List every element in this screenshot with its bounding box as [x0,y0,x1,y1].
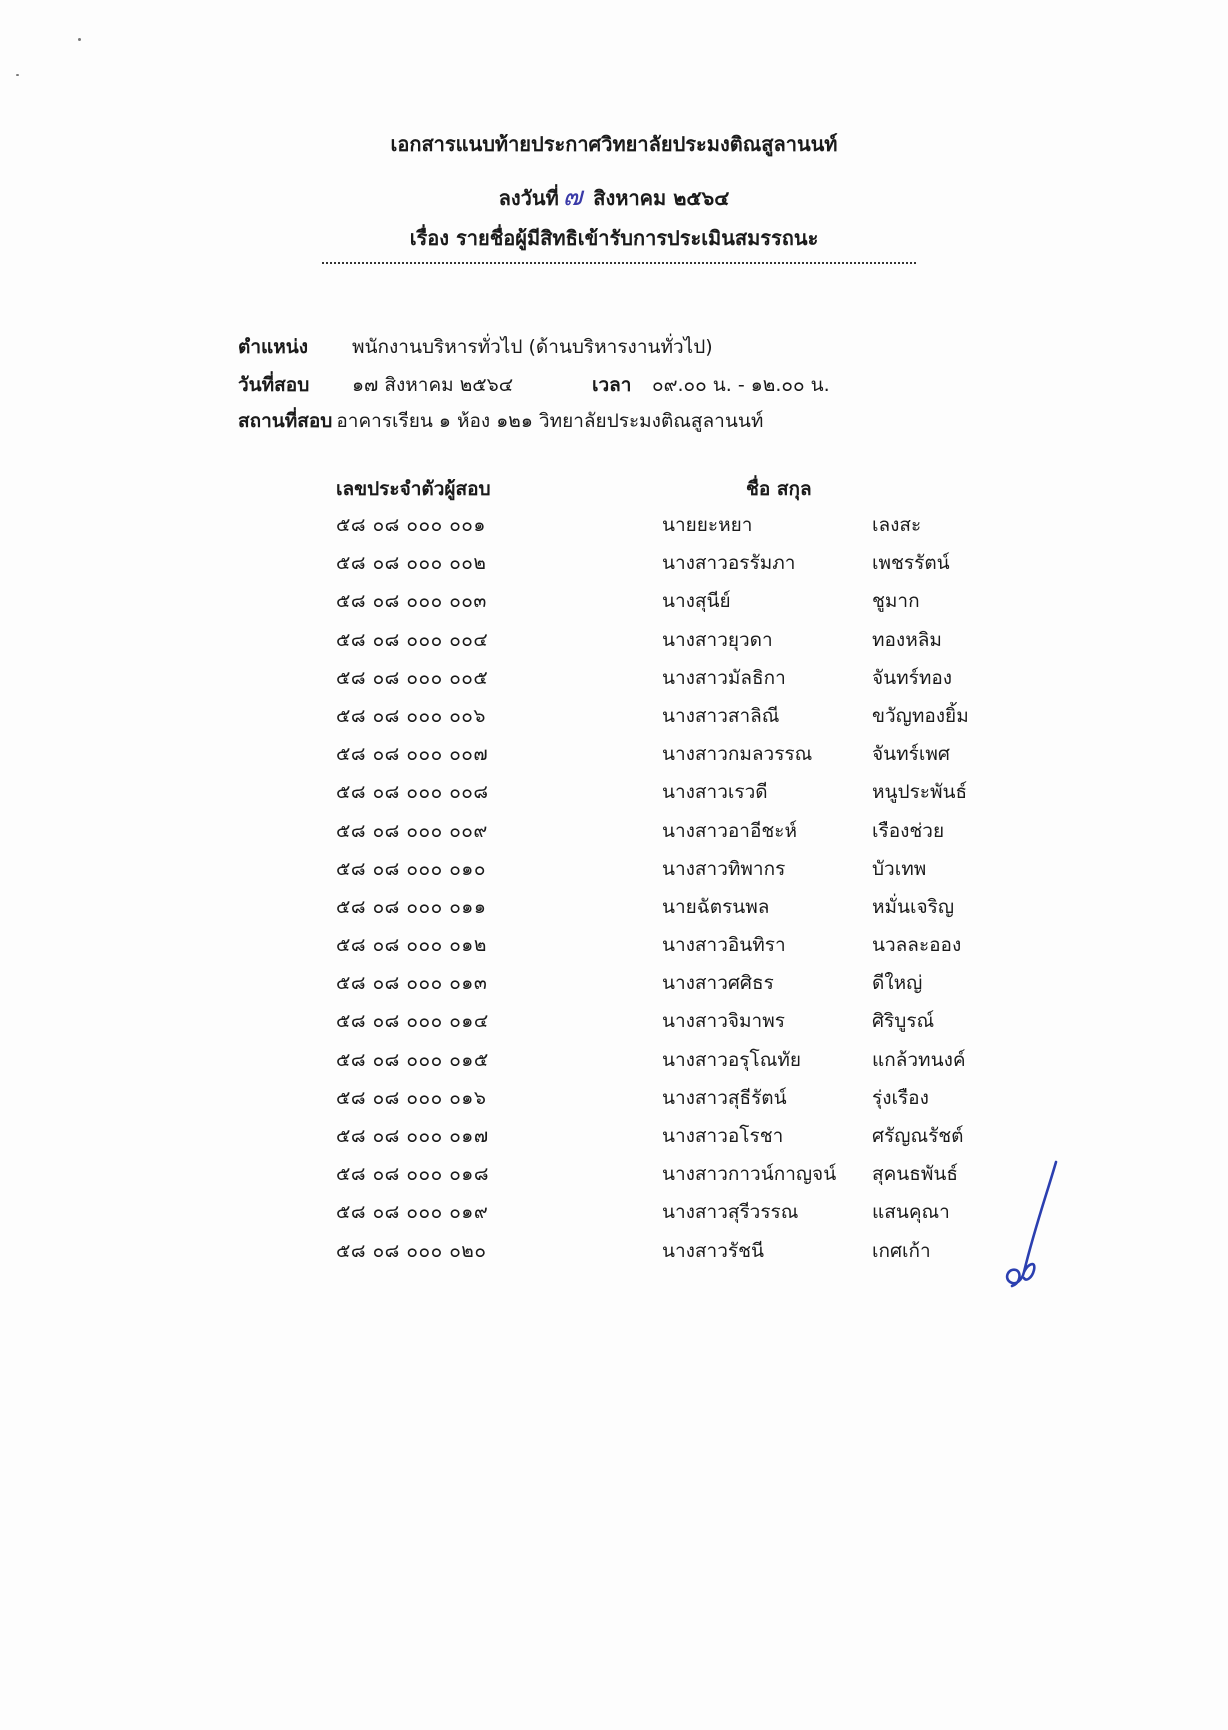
candidate-last-name: ขวัญทองยิ้ม [872,704,969,727]
table-row [0,663,1228,701]
date-rest: สิงหาคม ๒๕๖๔ [593,186,730,210]
candidate-id: ๕๘ ๐๘ ๐๐๐ ๐๑๗ [336,1125,489,1147]
candidate-first-name: นางสาวสุรีวรรณ [662,1201,799,1224]
table-row [0,930,1228,968]
table-row [0,739,1228,777]
candidate-id: ๕๘ ๐๘ ๐๐๐ ๐๐๗ [336,743,489,766]
table-row [0,1045,1228,1083]
candidate-first-name: นางสาวมัลธิกา [662,666,786,689]
date-prefix: ลงวันที่ [498,186,559,210]
signature-icon [990,1160,1060,1290]
candidate-first-name: นางสาวรัชนี [662,1239,764,1262]
candidate-last-name: ชูมาก [872,590,920,613]
candidate-last-name: เรืองช่วย [872,819,945,842]
candidate-id: ๕๘ ๐๘ ๐๐๐ ๐๑๙ [336,1201,489,1224]
candidate-id: ๕๘ ๐๘ ๐๐๐ ๐๐๒ [336,552,487,575]
candidate-id: ๕๘ ๐๘ ๐๐๐ ๐๑๓ [336,972,488,995]
candidate-first-name: นางสาวอินทิรา [662,934,786,957]
column-header-id: เลขประจำตัวผู้สอบ [336,478,491,500]
table-row [0,625,1228,663]
candidate-id: ๕๘ ๐๘ ๐๐๐ ๐๐๘ [336,781,489,804]
scan-speck [78,38,81,41]
candidate-id: ๕๘ ๐๘ ๐๐๐ ๐๑๕ [336,1048,489,1071]
candidate-id: ๕๘ ๐๘ ๐๐๐ ๐๐๖ [336,704,486,727]
candidate-first-name: นางสาวสุธีรัตน์ [662,1086,787,1109]
table-row [0,548,1228,586]
candidate-id: ๕๘ ๐๘ ๐๐๐ ๐๐๔ [336,628,489,651]
exam-date-value: ๑๗ สิงหาคม ๒๕๖๔ [352,374,514,396]
candidate-last-name: ทองหลิม [872,628,942,651]
position-label: ตำแหน่ง [238,336,309,358]
exam-date-line [238,370,830,400]
candidate-last-name: ศรัญณรัชต์ [872,1125,964,1147]
location-value: อาคารเรียน ๑ ห้อง ๑๒๑ วิทยาลัยประมงติณสูลานนท์ [336,410,764,432]
candidate-last-name: จันทร์ทอง [872,666,953,689]
candidate-first-name: นางสาวกมลวรรณ [662,743,813,766]
candidate-last-name: เลงสะ [872,514,922,536]
candidate-last-name: เพชรรัตน์ [872,552,950,575]
location-line [238,406,763,436]
candidate-id: ๕๘ ๐๘ ๐๐๐ ๐๑๘ [336,1163,490,1186]
scan-speck [16,74,19,76]
candidate-last-name: ศิริบูรณ์ [872,1010,935,1033]
document-date [0,176,1228,217]
candidate-first-name: นางสาวกาวน์กาญจน์ [662,1163,837,1186]
candidate-last-name: หมั่นเจริญ [872,895,955,918]
candidate-id: ๕๘ ๐๘ ๐๐๐ ๐๒๐ [336,1239,487,1262]
candidate-last-name: สุคนธพันธ์ [872,1163,959,1186]
candidate-id: ๕๘ ๐๘ ๐๐๐ ๐๑๑ [336,895,487,918]
candidate-last-name: นวลละออง [872,934,962,957]
table-row [0,1006,1228,1044]
date-day-handwritten: ๗ [562,182,583,212]
candidate-first-name: นางสาวอโรชา [662,1125,784,1147]
table-row [0,892,1228,930]
column-header-name: ชื่อ สกุล [746,478,812,500]
candidate-last-name: หนูประพันธ์ [872,781,968,804]
candidate-last-name: แกล้วทนงค์ [872,1048,966,1071]
candidate-last-name: จันทร์เพศ [872,743,950,766]
document-title: เอกสารแนบท้ายประกาศวิทยาลัยประมงติณสูลานนท์ [390,132,838,156]
table-row [0,1083,1228,1121]
candidate-id: ๕๘ ๐๘ ๐๐๐ ๐๑๐ [336,857,486,880]
candidate-first-name: นางสาวยุวดา [662,628,773,651]
candidate-last-name: เกศเก้า [872,1239,931,1262]
candidate-last-name: แสนคุณา [872,1201,950,1224]
table-row [0,701,1228,739]
candidate-id: ๕๘ ๐๘ ๐๐๐ ๐๑๖ [336,1086,487,1109]
table-row [0,777,1228,815]
candidate-first-name: นายฉัตรนพล [662,895,770,918]
position-line [238,332,713,362]
candidate-last-name: บัวเทพ [872,857,927,880]
candidate-first-name: นายยะหยา [662,514,753,536]
time-value: ๐๙.๐๐ น. - ๑๒.๐๐ น. [652,374,830,396]
candidate-first-name: นางสาวทิพากร [662,857,786,880]
exam-date-label: วันที่สอบ [238,374,310,396]
table-row [0,510,1228,548]
candidate-last-name: รุ่งเรือง [872,1086,929,1109]
table-row [0,968,1228,1006]
position-value: พนักงานบริหารทั่วไป (ด้านบริหารงานทั่วไป) [352,336,713,358]
candidate-first-name: นางสาวเรวดี [662,781,768,804]
location-label: สถานที่สอบ [238,410,333,432]
candidate-first-name: นางสาวอรุโณทัย [662,1048,801,1071]
candidate-first-name: นางสาวอาอีชะห์ [662,819,797,842]
table-row [0,854,1228,892]
table-row [0,1121,1228,1159]
candidate-first-name: นางสาวจิมาพร [662,1010,785,1033]
document-subject: เรื่อง รายชื่อผู้มีสิทธิเข้ารับการประเมินสมรรถนะ [409,226,819,250]
candidate-last-name: ดีใหญ่ [872,972,923,995]
candidate-id: ๕๘ ๐๘ ๐๐๐ ๐๐๓ [336,590,487,613]
candidate-id: ๕๘ ๐๘ ๐๐๐ ๐๐๕ [336,666,489,689]
table-row [0,816,1228,854]
candidate-first-name: นางสุนีย์ [662,590,731,613]
candidate-first-name: นางสาวอรรัมภา [662,552,796,575]
candidate-id: ๕๘ ๐๘ ๐๐๐ ๐๑๒ [336,934,487,957]
candidate-first-name: นางสาวสาลิณี [662,704,780,727]
candidate-id: ๕๘ ๐๘ ๐๐๐ ๐๑๔ [336,1010,489,1033]
time-label: เวลา [592,374,632,396]
table-row [0,586,1228,624]
candidate-id: ๕๘ ๐๘ ๐๐๐ ๐๐๙ [336,819,488,842]
candidate-id: ๕๘ ๐๘ ๐๐๐ ๐๐๑ [336,514,486,536]
dotted-divider [322,262,916,264]
candidate-first-name: นางสาวศศิธร [662,972,774,995]
